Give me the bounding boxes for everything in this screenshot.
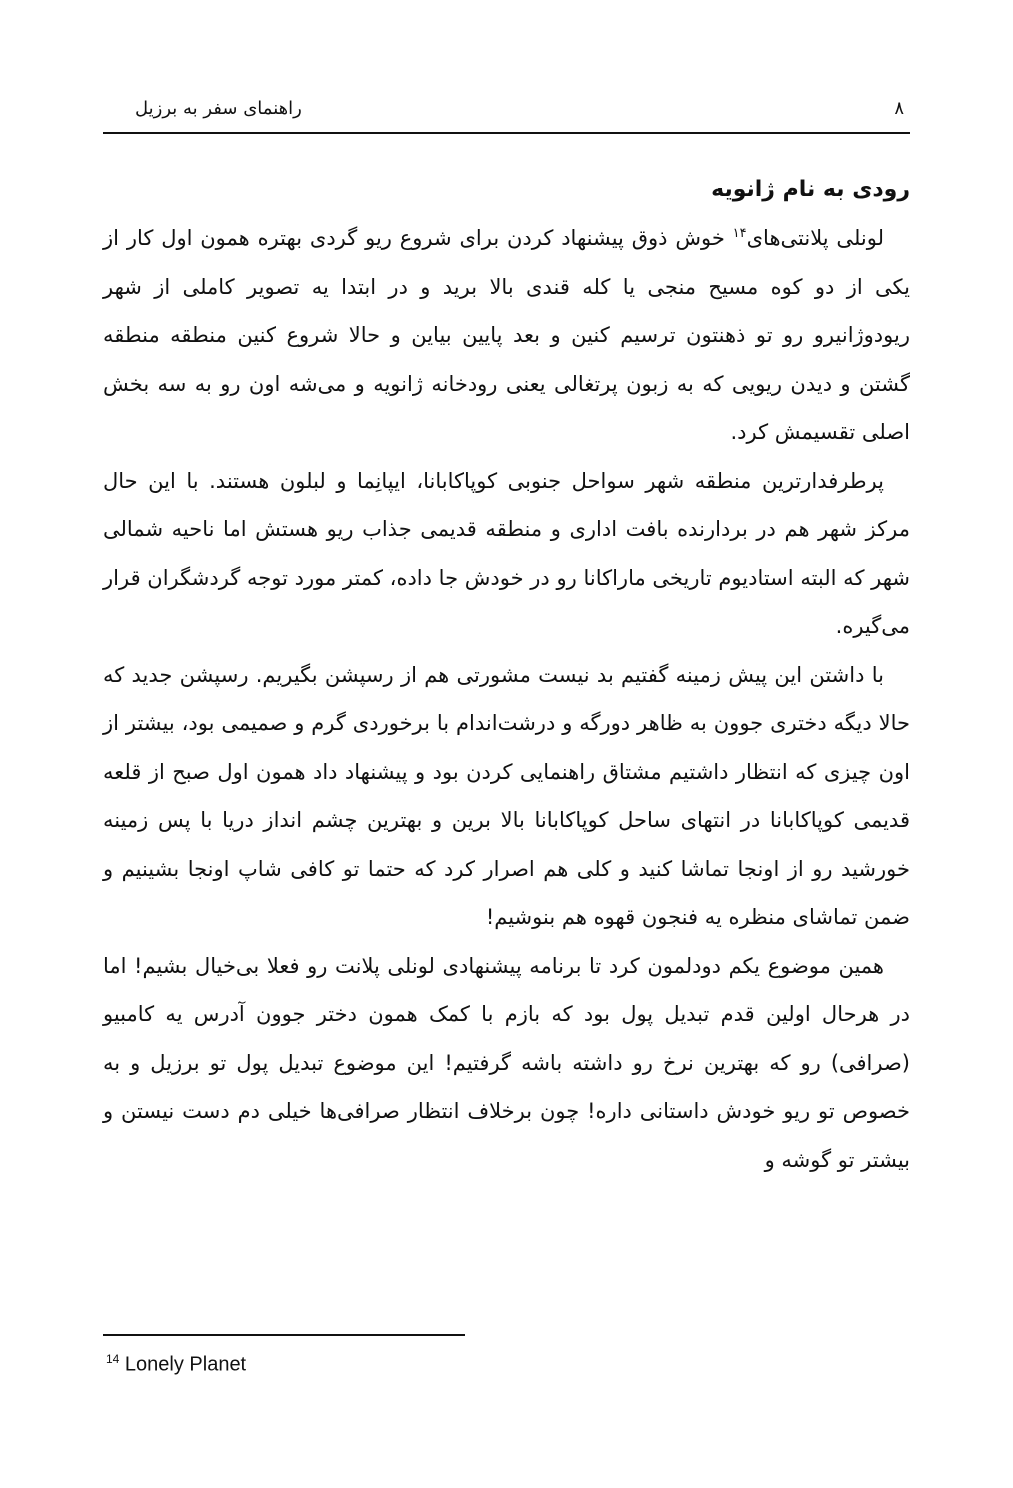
paragraph-1-rest: خوش ذوق پیشنهاد کردن برای شروع ریو گردی بهتره همون اول کار از یکی از دو کوه مسیح منجی یا کله قندی بالا برید و در ابتدا یه تصویر کاملی از شهر ریودوژانیرو رو تو ذهنتون ترسیم کنین و بعد پایین بیاین و حالا شروع کنین منطقه منطقه گشتن و دیدن ریویی که به زبون پرتغالی یعنی رودخانه ژانویه و می‌شه اون رو به سه بخش اصلی تقسیمش کرد. <box>103 226 910 444</box>
footnote-divider <box>103 1334 465 1336</box>
paragraph-1-start: لونلی پلانتی‌های <box>746 226 884 250</box>
paragraph-1 <box>103 214 910 457</box>
paragraph-4: همین موضوع یکم دودلمون کرد تا برنامه پیشنهادی لونلی پلانت رو فعلا بی‌خیال بشیم! اما در هرحال اولین قدم تبدیل پول بود که بازم با کمک همون دختر جوون آدرس یه کامبیو (صرافی) رو که بهترین نرخ رو داشته باشه گرفتیم! این موضوع تبدیل پول تو برزیل و به خصوص تو ریو خودش داستانی داره! چون برخلاف انتظار صرافی‌ها خیلی دم دست نیستن و بیشتر تو گوشه و <box>103 953 910 1172</box>
footnote <box>106 1352 246 1377</box>
paragraph-3: با داشتن این پیش زمینه گفتیم بد نیست مشورتی هم از رسپشن بگیریم. رسپشن جدید که حالا دیگه دختری جوون به ظاهر دورگه و درشت‌اندام با برخوردی گرم و صمیمی بود، بیشتر از اون چیزی که انتظار داشتیم مشتاق راهنمایی کردن بود و پیشنهاد داد همون اول صبح از قلعه قدیمی کوپاکابانا در انتهای ساحل کوپاکابانا بالا برین و بهترین چشم انداز دریا با پس زمینه خورشید رو از اونجا تماشا کنید و کلی هم اصرار کرد که حتما تو کافی شاپ اونجا بشینیم و ضمن تماشای منظره یه فنجون قهوه هم بنوشیم! <box>103 662 910 929</box>
footnote-number: 14 <box>106 1352 120 1366</box>
footnote-text: Lonely Planet <box>119 1353 247 1376</box>
footnote-reference[interactable]: ۱۴ <box>732 226 747 241</box>
paragraph-2: پرطرفدارترین منطقه شهر سواحل جنوبی کوپاکابانا، ایپانِما و لبلون هستند. با این حال مرکز شهر هم در بردارنده بافت اداری و منطقه قدیمی جذاب ریو هستش اما ناحیه شمالی شهر که البته استادیوم تاریخی ماراکانا رو در خودش جا داده، کمتر مورد توجه گردشگران قرار می‌گیره. <box>103 468 910 638</box>
section-heading: رودی به نام ژانویه <box>711 177 910 202</box>
page-body <box>103 166 910 1184</box>
running-header <box>103 88 910 134</box>
page-number: ۸ <box>894 98 904 119</box>
book-title: راهنمای سفر به برزیل <box>135 98 302 119</box>
